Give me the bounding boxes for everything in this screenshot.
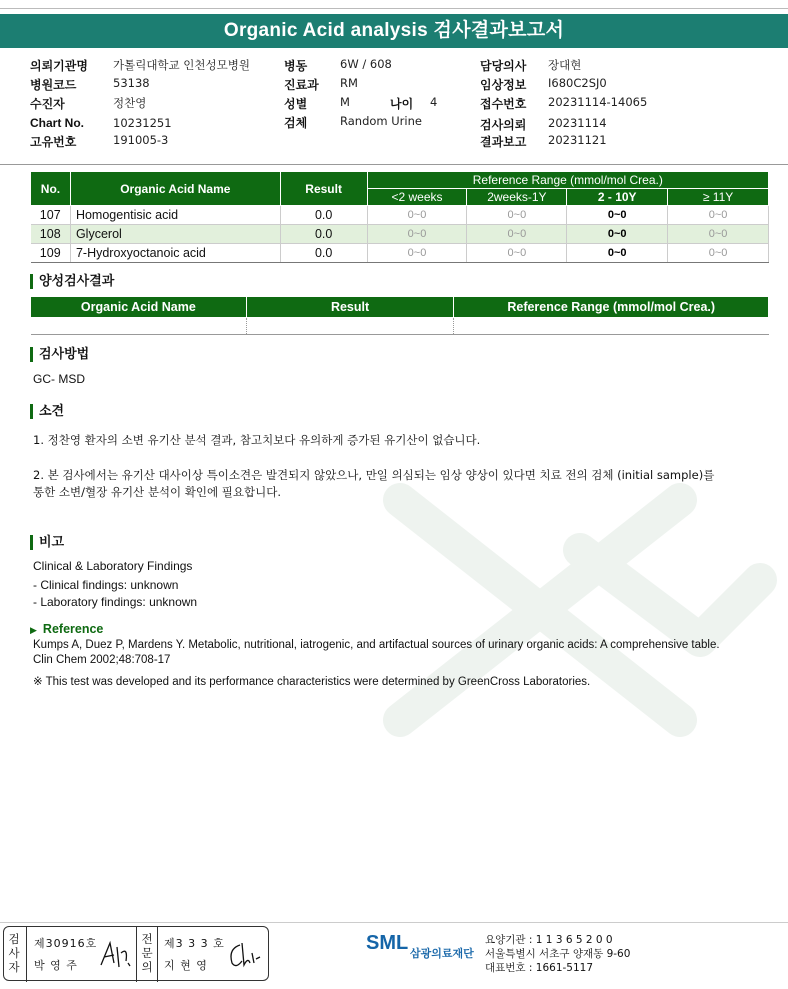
info-value: 10231251 — [113, 116, 172, 130]
info-value: Random Urine — [340, 114, 422, 128]
method-text: GC- MSD — [33, 372, 85, 386]
cell-no: 108 — [31, 225, 71, 244]
sig-divider — [26, 927, 27, 982]
cell-ref-2: 0~0 — [467, 225, 567, 244]
table-row — [31, 206, 769, 225]
results-table — [30, 171, 769, 263]
info-label: Chart No. — [30, 116, 84, 130]
col-header-result: Result — [246, 297, 454, 318]
info-label: 담당의사 — [480, 59, 527, 73]
info-value: 가톨릭대학교 인천성모병원 — [113, 58, 250, 72]
positive-results-table — [30, 296, 769, 335]
info-value: RM — [340, 76, 358, 90]
cell-ref-1: 0~0 — [367, 206, 467, 225]
info-label: 검사의뢰 — [480, 118, 527, 132]
info-value: 53138 — [113, 76, 150, 90]
info-label: 임상정보 — [480, 78, 527, 92]
org-line-3: 대표번호 : 1661-5117 — [485, 962, 594, 974]
info-label: 성별 — [284, 97, 308, 111]
opinion-line-2b: 통한 소변/혈장 유기산 분석이 확인에 필요합니다. — [33, 485, 281, 499]
info-label: 나이 — [390, 97, 414, 111]
cell-ref-3: 0~0 — [567, 206, 668, 225]
info-value: 6W / 608 — [340, 57, 392, 71]
signature-box — [3, 926, 269, 981]
info-label: 검체 — [284, 116, 308, 130]
org-line-2: 서울특별시 서초구 양재동 9-60 — [485, 948, 631, 960]
col-header-name: Organic Acid Name — [70, 172, 280, 206]
cell-no: 109 — [31, 244, 71, 263]
cell-name: 7-Hydroxyoctanoic acid — [70, 244, 280, 263]
footer-divider — [0, 922, 788, 923]
info-label: 결과보고 — [480, 135, 527, 149]
reference-body: Kumps A, Duez P, Mardens Y. Metabolic, nutritional, iatrogenic, and artifactual sources of urinary organic acids: A comprehensive table. Clin Chem 2002;48:708-17 — [33, 639, 720, 666]
signature-mark — [226, 939, 262, 971]
info-value: M — [340, 95, 350, 109]
remarks-line-1: Clinical & Laboratory Findings — [33, 559, 193, 573]
info-label: 접수번호 — [480, 97, 527, 111]
org-line-1: 요양기관 : 1 1 3 6 5 2 0 0 — [485, 934, 613, 946]
cell-ref-4: 0~0 — [668, 225, 769, 244]
opinion-line-1: 1. 정찬영 환자의 소변 유기산 분석 결과, 참고치보다 유의하게 증가된 유기산이 없습니다. — [33, 433, 481, 447]
signer-license: 제30916호 — [34, 937, 98, 950]
info-value: 장대현 — [548, 58, 582, 72]
col-header-ref-1: <2 weeks — [367, 189, 467, 206]
top-divider — [0, 8, 788, 9]
col-header-name: Organic Acid Name — [31, 297, 247, 318]
cell-no: 107 — [31, 206, 71, 225]
table-row — [31, 225, 769, 244]
signer-role: 검 사 자 — [8, 932, 20, 974]
col-header-ref: Reference Range (mmol/mol Crea.) — [454, 297, 769, 318]
empty-cell — [246, 318, 454, 335]
sig-divider — [136, 927, 137, 982]
cell-ref-3: 0~0 — [567, 225, 668, 244]
cell-result: 0.0 — [280, 225, 367, 244]
cell-ref-3: 0~0 — [567, 244, 668, 263]
signer-license: 제3 3 3 호 — [164, 937, 225, 950]
signer-role: 전 문 의 — [141, 932, 153, 974]
triangle-icon: ▶ — [30, 625, 37, 635]
col-header-result: Result — [280, 172, 367, 206]
positive-section-title: 양성검사결과 — [30, 274, 114, 289]
signature-mark — [98, 939, 132, 971]
cell-ref-2: 0~0 — [467, 206, 567, 225]
cell-ref-4: 0~0 — [668, 206, 769, 225]
info-value: 20231114-14065 — [548, 95, 648, 109]
empty-cell — [454, 318, 769, 335]
empty-cell — [31, 318, 247, 335]
cell-name: Homogentisic acid — [70, 206, 280, 225]
remarks-line-3: - Laboratory findings: unknown — [33, 595, 198, 609]
signer-name: 박 영 주 — [34, 959, 78, 972]
col-header-ref-3: 2 - 10Y — [567, 189, 668, 206]
table-row — [31, 318, 769, 335]
info-value: 191005-3 — [113, 133, 169, 147]
info-label: 고유번호 — [30, 135, 77, 149]
info-divider — [0, 164, 788, 165]
performance-note: ※ This test was developed and its performance characteristics were determined by GreenCross Laboratories. — [33, 676, 591, 688]
cell-name: Glycerol — [70, 225, 280, 244]
org-info — [485, 933, 630, 975]
sig-divider — [157, 927, 158, 982]
info-value: 20231114 — [548, 116, 607, 130]
patient-info — [0, 55, 788, 151]
info-label: 병동 — [284, 59, 308, 73]
info-label: 의뢰기관명 — [30, 59, 88, 73]
remarks-line-2: - Clinical findings: unknown — [33, 578, 179, 592]
cell-result: 0.0 — [280, 244, 367, 263]
cell-result: 0.0 — [280, 206, 367, 225]
info-value: 4 — [430, 95, 438, 109]
cell-ref-1: 0~0 — [367, 244, 467, 263]
report-title: Organic Acid analysis 검사결과보고서 — [0, 14, 788, 48]
cell-ref-4: 0~0 — [668, 244, 769, 263]
info-label: 수진자 — [30, 97, 65, 111]
cell-ref-1: 0~0 — [367, 225, 467, 244]
cell-ref-2: 0~0 — [467, 244, 567, 263]
reference-title — [30, 622, 103, 636]
remarks-section-title: 비고 — [30, 535, 64, 550]
table-row — [31, 244, 769, 263]
info-value: I680C2SJ0 — [548, 76, 607, 90]
cross-watermark — [340, 440, 780, 770]
info-value: 20231121 — [548, 133, 607, 147]
info-value: 정찬영 — [113, 96, 147, 110]
opinion-line-2a: 2. 본 검사에서는 유기산 대사이상 특이소견은 발견되지 않았으나, 만일 의심되는 임상 양상이 있다면 치료 전의 검체 (initial sample)를 — [33, 468, 715, 482]
col-header-ref: Reference Range (mmol/mol Crea.) — [367, 172, 768, 189]
method-section-title: 검사방법 — [30, 347, 89, 362]
col-header-ref-2: 2weeks-1Y — [467, 189, 567, 206]
reference-title-label: Reference — [42, 622, 104, 636]
info-label: 진료과 — [284, 78, 319, 92]
col-header-no: No. — [31, 172, 71, 206]
info-label: 병원코드 — [30, 78, 77, 92]
signer-name: 지 현 영 — [164, 959, 208, 972]
sml-logo: SML — [366, 932, 409, 954]
org-name: 삼광의료재단 — [410, 947, 474, 960]
col-header-ref-4: ≥ 11Y — [668, 189, 769, 206]
opinion-section-title: 소견 — [30, 404, 64, 419]
